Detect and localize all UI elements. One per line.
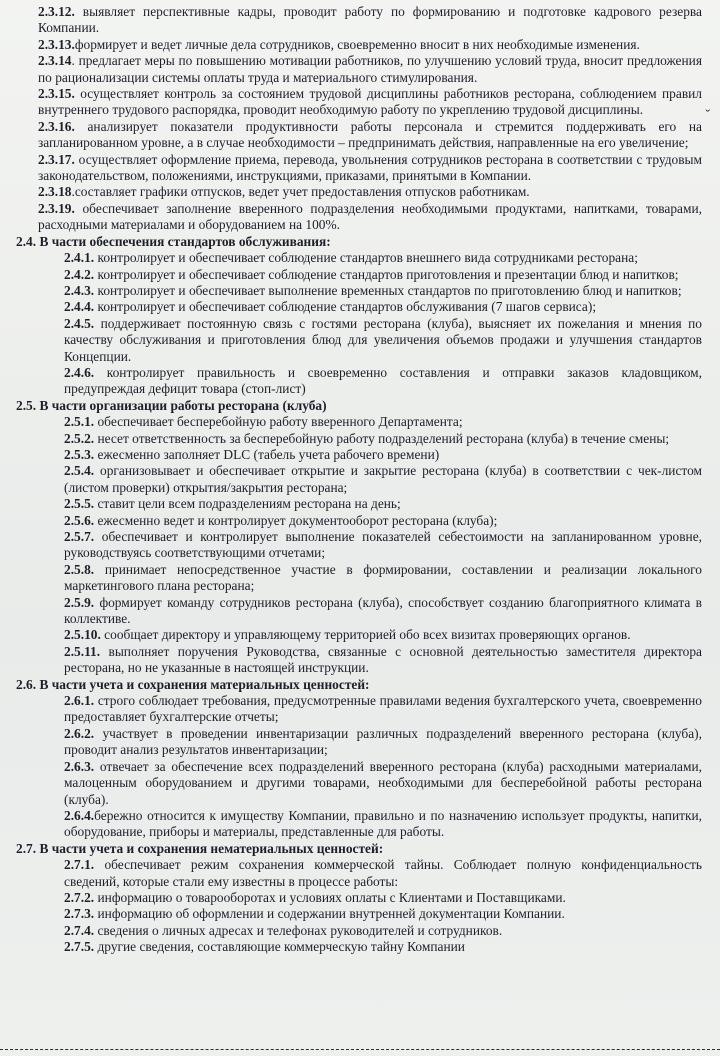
clause-text: выполняет поручения Руководства, связанные с основной деятельностью заместителя директора ресторана, но не указанные в настоящей инструкции.	[64, 643, 702, 676]
clause-item	[8, 759, 702, 808]
clause-text: поддерживает постоянную связь с гостями ресторана (клуба), выясняет их пожелания и мнения по качеству обслуживания и приготовления блюд для увеличения объемов продажи и улучшения стандартов Концепции.	[64, 315, 702, 364]
clause-text: обеспечивает и контролирует выполнение показателей себестоимости на запланированном уровне, руководствуясь соответствующими отчетами;	[64, 529, 702, 561]
clause-item	[8, 37, 702, 53]
clause-item	[8, 4, 702, 37]
clause-number: 2.4.1.	[64, 250, 95, 266]
clause-number: 2.3.12.	[38, 4, 75, 19]
clause-text: бережно относится к имуществу Компании, правильно и по назначению использует продукты, напитки, оборудование, приборы и материалы, представленные для работы.	[64, 807, 702, 840]
clause-item	[8, 939, 702, 955]
clause-item	[8, 906, 702, 922]
clause-item	[8, 53, 702, 86]
section-heading	[8, 841, 702, 857]
clause-text: информацию о товарооборотах и условиях оплаты с Клиентами и Поставщиками.	[94, 889, 566, 905]
clause-number: 2.5.7.	[64, 529, 95, 544]
clause-number: 2.3.13.	[38, 36, 75, 52]
clause-number: 2.5.3.	[64, 446, 95, 462]
clause-text: строго соблюдает требования, предусмотренные правилами ведения бухгалтерского учета, своевременно предоставляет бухгалтерские отчеты;	[64, 693, 702, 725]
clause-item	[8, 86, 702, 119]
clause-number: 2.6.1.	[64, 693, 95, 709]
clause-number: 2.6.3.	[64, 758, 95, 774]
clause-text: ежесменно заполняет DLC (табель учета рабочего времени)	[94, 446, 440, 462]
clause-text: информацию об оформлении и содержании внутренней документации Компании.	[94, 906, 565, 922]
clause-number: 2.7.2.	[64, 889, 95, 905]
clause-text: . предлагает меры по повышению мотивации работников, по улучшению условий труда, вносит предложения по рационализации системы оплаты труда и материального стимулирования.	[38, 53, 702, 85]
clause-text: контролирует и обеспечивает выполнение временных стандартов по приготовлению блюд и напитков;	[94, 282, 682, 298]
clause-item	[8, 447, 702, 463]
clause-item	[8, 316, 702, 365]
clause-text: участвует в проведении инвентаризации различных подразделений вверенного ресторана (клуба), проводит анализ результатов инвентаризации;	[64, 725, 702, 758]
clause-number: 2.7.	[16, 840, 37, 856]
clause-number: 2.5.2.	[64, 430, 95, 446]
clause-item	[8, 299, 702, 315]
clause-item	[8, 808, 702, 841]
clause-text: выявляет перспективные кадры, проводит работу по формированию и подготовке кадрового резерва Компании.	[38, 4, 702, 36]
clause-item	[8, 267, 702, 283]
clause-number: 2.3.17.	[38, 151, 75, 167]
clause-number: 2.4.4.	[64, 299, 95, 315]
clause-number: 2.4.5.	[64, 315, 95, 331]
clause-item	[8, 250, 702, 266]
clause-item	[8, 283, 702, 299]
clause-text: организовывает и обеспечивает открытие и закрытие ресторана (клуба) в соответствии с чек-листом (листом проверки) открытия/закрытия ресторана;	[64, 463, 702, 495]
pen-mark: ˇ	[705, 108, 710, 123]
clause-number: 2.7.1.	[64, 857, 95, 873]
clause-number: 2.3.15.	[38, 86, 75, 102]
clause-item	[8, 627, 702, 643]
clause-item	[8, 890, 702, 906]
clause-number: 2.7.3.	[64, 906, 95, 922]
clause-text: осуществляет контроль за состоянием трудовой дисциплины работников ресторана, соблюдением правил внутреннего трудового распорядка, проводит необходимую работу по укреплению трудовой дисциплины.	[38, 86, 702, 118]
clause-text: другие сведения, составляющие коммерческую тайну Компании	[94, 939, 465, 955]
clause-number: 2.5.5.	[64, 496, 95, 512]
clause-item	[8, 513, 702, 529]
section-heading	[8, 234, 702, 250]
clause-text: сообщает директору и управляющему территорией обо всех визитах проверяющих органов.	[100, 627, 631, 643]
clause-item	[8, 152, 702, 185]
clause-number: 2.5.8.	[64, 561, 95, 577]
clause-item	[8, 463, 702, 496]
clause-text: сведения о личных адресах и телефонах руководителей и сотрудников.	[94, 922, 503, 938]
clause-number: 2.5.11.	[64, 643, 101, 659]
clause-text: В части организации работы ресторана (клуба)	[36, 397, 327, 413]
clause-item	[8, 595, 702, 628]
clause-text: формирует и ведет личные дела сотрудников, своевременно вносит в них необходимые изменения.	[74, 36, 640, 52]
clause-text: обеспечивает бесперебойную работу вверенного Департамента;	[94, 414, 463, 430]
clause-item	[8, 726, 702, 759]
clause-text: осуществляет оформление приема, перевода, увольнения сотрудников ресторана в соответствии с трудовым законодательством, положениями, инструкциями, приказами, принятыми в Компании.	[38, 151, 702, 184]
clause-item	[8, 857, 702, 890]
clause-item	[8, 414, 702, 430]
clause-number: 2.6.2.	[64, 725, 95, 741]
dashed-separator	[0, 1049, 720, 1050]
clause-number: 2.5.4.	[64, 463, 95, 479]
clause-number: 2.3.16.	[38, 118, 75, 134]
clause-item	[8, 644, 702, 677]
clause-number: 2.5.	[16, 397, 37, 413]
clause-text: анализирует показатели продуктивности работы персонала и стремится поддерживать его на запланированном уровне, а в случае необходимости – предпринимать действия, направленные на его увеличение;	[38, 118, 702, 151]
clause-text: ставит цели всем подразделениям ресторана на день;	[94, 496, 401, 512]
clause-text: В части учета и сохранения нематериальных ценностей:	[36, 840, 384, 856]
clause-text: контролирует и обеспечивает соблюдение стандартов приготовления и презентации блюд и напитков;	[94, 266, 679, 282]
clause-item	[8, 201, 702, 234]
clause-text: В части обеспечения стандартов обслуживания:	[36, 233, 331, 249]
clause-number: 2.6.	[16, 676, 37, 692]
clause-text: .составляет графики отпусков, ведет учет предоставления отпусков работникам.	[71, 184, 530, 200]
clause-number: 2.6.4.	[64, 807, 95, 823]
clause-number: 2.4.6.	[64, 364, 95, 380]
clause-text: ежесменно ведет и контролирует документооборот ресторана (клуба);	[94, 512, 498, 528]
clause-item	[8, 529, 702, 562]
clause-text: принимает непосредственное участие в формировании, составлении и реализации локального маркетингового плана ресторана;	[64, 561, 702, 594]
clause-item	[8, 562, 702, 595]
clause-item	[8, 923, 702, 939]
section-heading	[8, 677, 702, 693]
clause-text: контролирует правильность и своевременно составления и отправки заказов кладовщиком, предупреждая дефицит товара (стоп-лист)	[64, 364, 702, 397]
clause-number: 2.7.4.	[64, 922, 95, 938]
clause-number: 2.5.9.	[64, 594, 95, 610]
clause-text: формирует команду сотрудников ресторана (клуба), способствует созданию благоприятного климата в коллективе.	[64, 594, 702, 627]
clause-text: контролирует и обеспечивает соблюдение стандартов внешнего вида сотрудниками ресторана;	[94, 250, 638, 266]
clause-number: 2.5.10.	[64, 627, 101, 643]
clause-number: 2.5.1.	[64, 414, 95, 430]
clause-text: В части учета и сохранения материальных ценностей:	[36, 676, 370, 692]
clause-item	[8, 184, 702, 200]
clause-number: 2.3.14	[38, 53, 72, 69]
clause-item	[8, 365, 702, 398]
clause-text: обеспечивает заполнение вверенного подразделения необходимыми продуктами, напитками, товарами, расходными материалами и оборудованием на 100%.	[38, 200, 702, 233]
clause-number: 2.4.	[16, 233, 37, 249]
clause-item	[8, 693, 702, 726]
clause-number: 2.3.18	[38, 184, 72, 200]
clause-item	[8, 119, 702, 152]
clause-item	[8, 496, 702, 512]
clause-number: 2.4.3.	[64, 282, 95, 298]
clause-text: отвечает за обеспечение всех подразделений вверенного ресторана (клуба) расходными материалами, малоценным оборудованием и другими товарами, необходимыми для бесперебойной работы ресторана (клуба).	[64, 758, 702, 807]
section-heading	[8, 398, 702, 414]
clause-text: контролирует и обеспечивает соблюдение стандартов обслуживания (7 шагов сервиса);	[94, 299, 597, 315]
clause-number: 2.3.19.	[38, 200, 75, 216]
clause-item	[8, 431, 702, 447]
clause-number: 2.5.6.	[64, 512, 95, 528]
clause-text: обеспечивает режим сохранения коммерческой тайны. Соблюдает полную конфиденциальность сведений, которые стали ему известны в процессе работы:	[64, 857, 702, 889]
clause-number: 2.4.2.	[64, 266, 95, 282]
clause-number: 2.7.5.	[64, 939, 95, 955]
clause-text: несет ответственность за бесперебойную работу подразделений ресторана (клуба) в течение смены;	[94, 430, 670, 446]
